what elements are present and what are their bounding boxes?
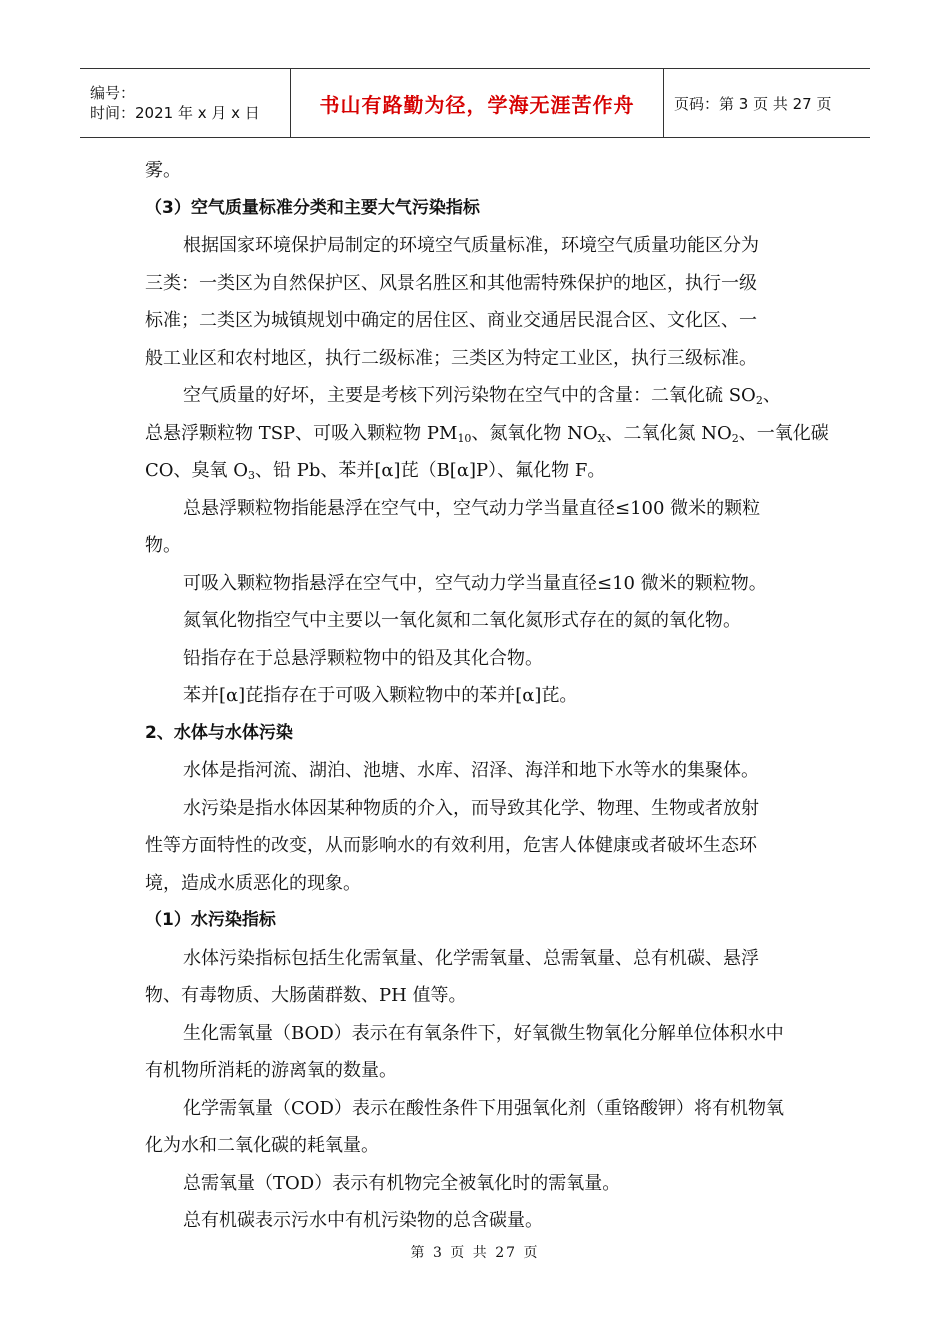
subscript: 10 xyxy=(457,431,472,445)
text-run: 总悬浮颗粒物 TSP、可吸入颗粒物 PM xyxy=(145,422,458,444)
document-number-label: 编号： xyxy=(90,84,136,102)
paragraph-line: 化为水和二氧化碳的耗氧量。 xyxy=(145,1135,379,1156)
text-run: 、 xyxy=(762,385,781,406)
paragraph-line: 境，造成水质恶化的现象。 xyxy=(145,872,361,894)
text-run: CO、臭氧 O xyxy=(145,460,249,481)
header-motto: 书山有路勤为径，学海无涯苦作舟 xyxy=(319,92,635,117)
paragraph-line: 铅指存在于总悬浮颗粒物中的铅及其化合物。 xyxy=(183,647,543,669)
paragraph-line: 苯并[α]芘指存在于可吸入颗粒物中的苯并[α]芘。 xyxy=(183,685,578,706)
header-meta xyxy=(80,69,290,137)
paragraph-line: 水体是指河流、湖泊、池塘、水库、沼泽、海洋和地下水等水的集聚体。 xyxy=(183,760,759,781)
paragraph-line: 根据国家环境保护局制定的环境空气质量标准，环境空气质量功能区分为 xyxy=(183,235,759,256)
document-body xyxy=(145,152,829,1240)
paragraph-line: 总有机碳表示污水中有机污染物的总含碳量。 xyxy=(183,1210,543,1231)
paragraph-line: 总悬浮颗粒物指能悬浮在空气中，空气动力学当量直径≤100 微米的颗粒 xyxy=(183,497,761,519)
paragraph-line: 标准；二类区为城镇规划中确定的居住区、商业交通居民混合区、文化区、一 xyxy=(145,310,757,331)
document-time-label: 时间：2021 年 x 月 x 日 xyxy=(90,104,260,122)
text-run: 空气质量的好坏，主要是考核下列污染物在空气中的含量：二氧化硫 SO xyxy=(183,385,756,406)
text-run: 、铅 Pb、苯并[α]芘（B[α]P）、氟化物 F。 xyxy=(255,460,606,481)
section-heading-water: 2、水体与水体污染 xyxy=(145,722,293,743)
paragraph-line: 物。 xyxy=(145,535,181,556)
paragraph-line: 化学需氧量（COD）表示在酸性条件下用强氧化剂（重铬酸钾）将有机物氧 xyxy=(183,1097,784,1119)
paragraph-line: 水体污染指标包括生化需氧量、化学需氧量、总需氧量、总有机碳、悬浮 xyxy=(183,947,759,969)
section-heading-water-indicators: （1）水污染指标 xyxy=(145,910,276,930)
paragraph-line: 般工业区和农村地区，执行二级标准；三类区为特定工业区，执行三级标准。 xyxy=(145,347,757,369)
paragraph-line: 可吸入颗粒物指悬浮在空气中，空气动力学当量直径≤10 微米的颗粒物。 xyxy=(183,572,767,594)
paragraph-line: 氮氧化物指空气中主要以一氧化氮和二氧化氮形式存在的氮的氧化物。 xyxy=(183,610,741,631)
text-line: 雾。 xyxy=(145,160,181,181)
document-header xyxy=(80,68,870,138)
subscript: 2 xyxy=(731,431,739,445)
paragraph-line xyxy=(145,377,810,415)
subscript: 2 xyxy=(755,394,763,407)
paragraph-line: 三类：一类区为自然保护区、风景名胜区和其他需特殊保护的地区，执行一级 xyxy=(145,272,757,294)
header-motto-cell xyxy=(290,69,664,137)
paragraph-line: 物、有毒物质、大肠菌群数、PH 值等。 xyxy=(145,985,467,1006)
paragraph-line: 总需氧量（TOD）表示有机物完全被氧化时的需氧量。 xyxy=(183,1172,621,1194)
paragraph-line: 有机物所消耗的游离氧的数量。 xyxy=(145,1060,397,1081)
text-run: 、二氧化氮 NO xyxy=(605,422,732,444)
paragraph-line: 水污染是指水体因某种物质的介入，而导致其化学、物理、生物或者放射 xyxy=(183,797,759,819)
subscript: 3 xyxy=(248,469,256,482)
subscript: X xyxy=(597,431,606,445)
header-page-cell xyxy=(664,69,870,137)
text-run: 、一氧化碳 xyxy=(738,422,829,444)
paragraph-line: 性等方面特性的改变，从而影响水的有效利用，危害人体健康或者破坏生态环 xyxy=(145,835,757,856)
paragraph-line xyxy=(145,452,810,490)
page-footer: 第 3 页 共 27 页 xyxy=(410,1245,540,1261)
text-run: 、氮氧化物 NO xyxy=(471,422,598,444)
section-heading-air-quality: （3）空气质量标准分类和主要大气污染指标 xyxy=(145,197,480,218)
paragraph-line xyxy=(145,415,829,453)
paragraph-line: 生化需氧量（BOD）表示在有氧条件下，好氧微生物氧化分解单位体积水中 xyxy=(183,1022,784,1044)
header-page-info: 页码：第 3 页 共 27 页 xyxy=(674,94,832,113)
